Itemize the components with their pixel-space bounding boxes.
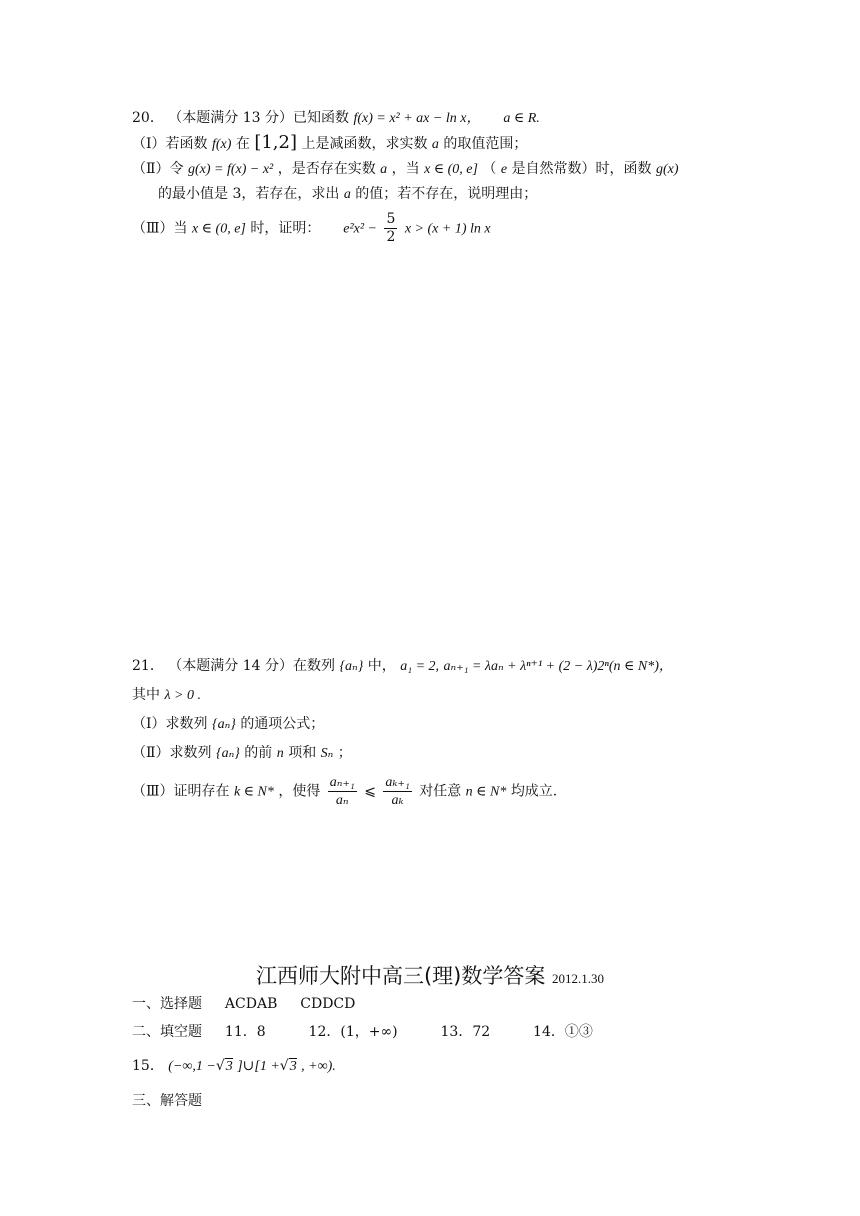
q21-condition: 其中 λ > 0 . bbox=[132, 687, 201, 703]
q20-fraction: $\frac{5}{2}$ bbox=[386, 211, 396, 245]
q21-fraction-right: $\frac{\text{aₖ₊₁}}{\text{aₖ}}$ bbox=[385, 775, 410, 808]
q20-function: f(x) = x² + ax − ln x， bbox=[353, 111, 481, 126]
question-20 bbox=[132, 108, 772, 246]
q21-fraction-left: $\frac{\text{aₙ₊₁}}{\text{aₙ}}$ bbox=[329, 775, 355, 808]
answer-15: 15． (−∞,1 −√3 ]∪[1 +√3 , +∞). bbox=[132, 1058, 336, 1074]
answer-choice: 一、选择题 ACDAB CDDCD bbox=[132, 996, 356, 1012]
q21-score: （本题满分 14 分）在数列 bbox=[168, 658, 335, 674]
q20-part3: （Ⅲ）当 x ∈ (0, e] 时，证明： e²x² − $\frac{5}{2}$ x > (x + 1) ln x bbox=[132, 211, 491, 245]
q20-score: （本题满分 13 分）已知函数 bbox=[168, 110, 349, 126]
q20-number: 20． bbox=[132, 110, 164, 126]
q20-stem bbox=[132, 108, 772, 129]
q20-part1: （Ⅰ）若函数 f(x) 在 [1,2] 上是减函数，求实数 a 的取值范围； bbox=[132, 132, 528, 153]
answer-title-text: 江西师大附中高三(理)数学答案 bbox=[255, 964, 546, 988]
q21-part2: （Ⅱ）求数列 {aₙ} 的前 n 项和 Sₙ ； bbox=[132, 745, 352, 761]
q21-part3: （Ⅲ）证明存在 k ∈ N* ，使得 $\frac{\text{aₙ₊₁}}{\text{aₙ}}$ ⩽ $\frac{\text{aₖ₊₁}}{\text{aₖ}}$ 对任意 n ∈ N* 均成立. bbox=[132, 775, 558, 808]
q20-part2: （Ⅱ）令 g(x) = f(x) − x² ，是否存在实数 a ，当 x ∈ (0, e] （ e 是自然常数）时，函数 g(x) bbox=[132, 161, 679, 177]
q21-stem: 21． （本题满分 14 分）在数列 {aₙ} 中， a₁ = 2, aₙ₊₁ = λaₙ + λⁿ⁺¹ + (2 − λ)2ⁿ(n ∈ N*)， bbox=[132, 658, 673, 674]
q20-domain: a ∈ R. bbox=[503, 111, 540, 126]
q20-interval: [1,2] bbox=[254, 132, 297, 153]
q21-recurrence: aₙ₊₁ = λaₙ + λⁿ⁺¹ + (2 − λ)2ⁿ(n ∈ N*)， bbox=[443, 659, 673, 674]
question-21 bbox=[132, 656, 772, 809]
answer-section bbox=[132, 994, 772, 1111]
q21-number: 21． bbox=[132, 658, 164, 674]
q21-part1: （Ⅰ）求数列 {aₙ} 的通项公式； bbox=[132, 716, 325, 732]
answer-date: 2012.1.30 bbox=[552, 971, 605, 986]
answer-solve-heading: 三、解答题 bbox=[132, 1093, 202, 1109]
q20-part2-cont: 的最小值是 3，若存在，求出 a 的值；若不存在，说明理由； bbox=[158, 186, 538, 202]
answer-fill: 二、填空题 11．8 12．(1，+∞) 13．72 14．①③ bbox=[132, 1024, 593, 1040]
answer-title bbox=[0, 960, 860, 990]
